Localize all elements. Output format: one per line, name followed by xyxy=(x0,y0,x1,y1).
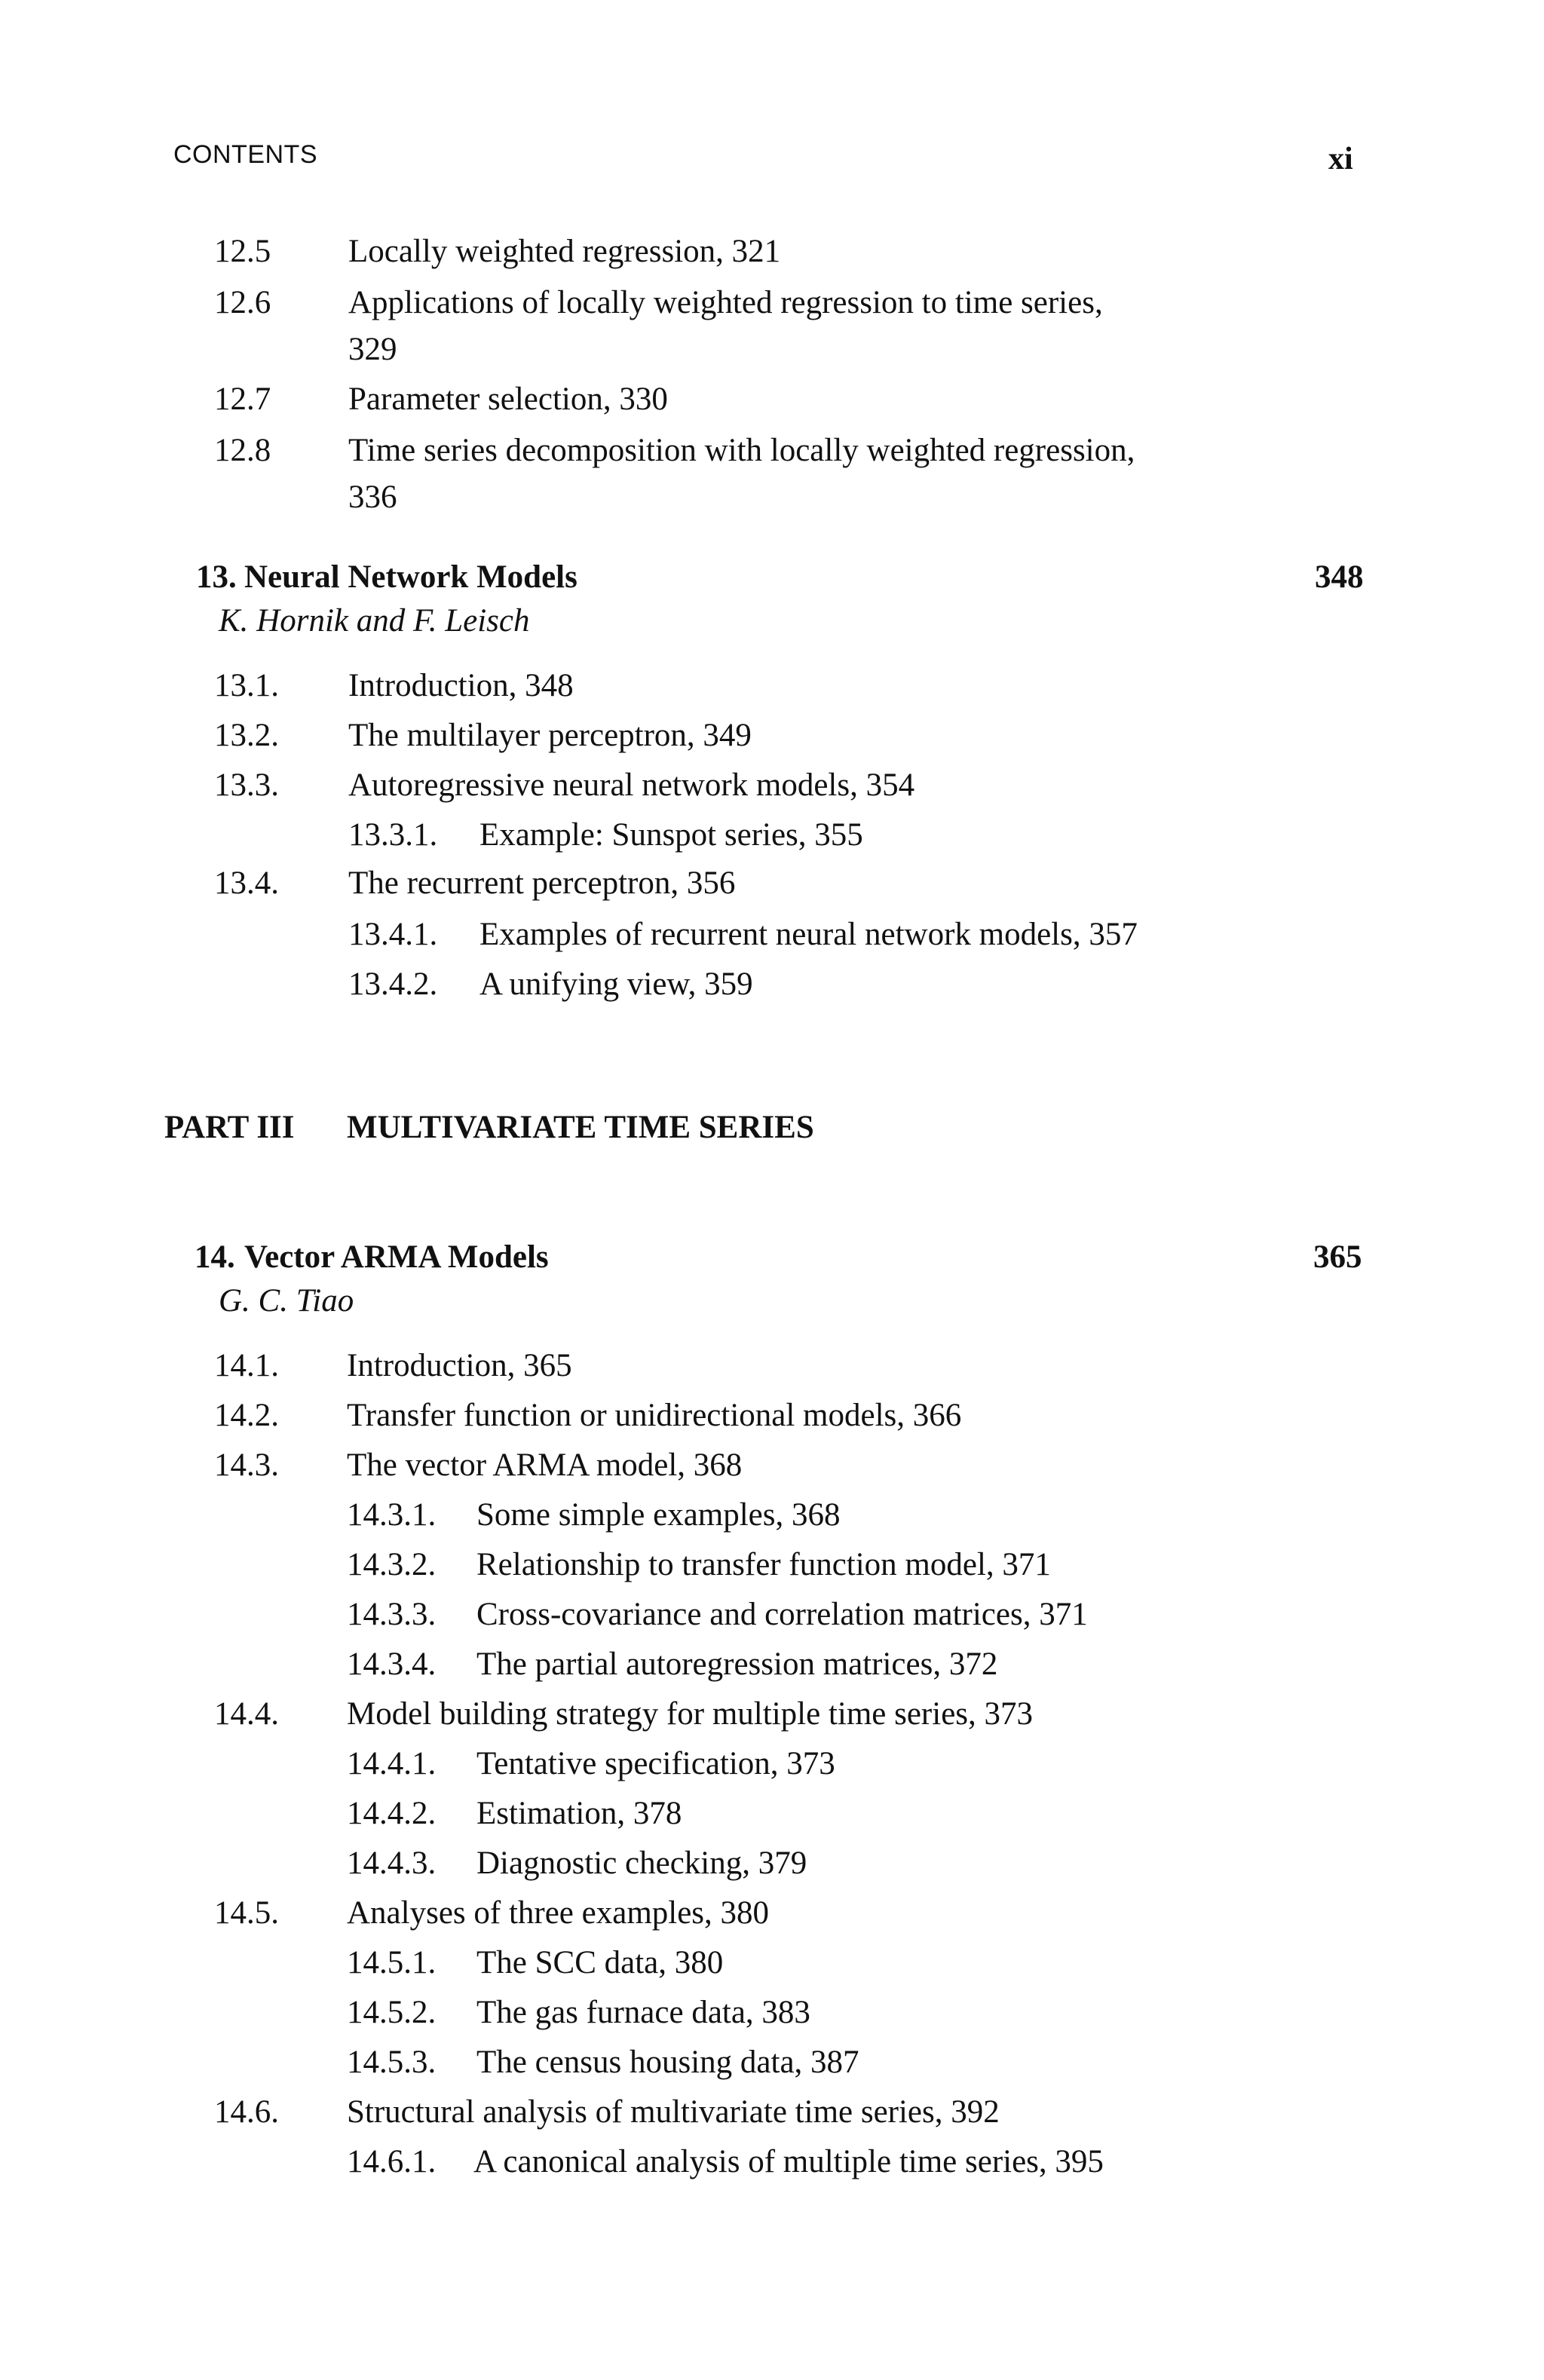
section-title: A canonical analysis of multiple time series, 395 xyxy=(473,2144,1104,2179)
section-title: The partial autoregression matrices, 372 xyxy=(476,1646,998,1682)
section-number: 12.6 xyxy=(214,285,271,320)
section-number: 13.3. xyxy=(214,767,279,803)
chapter-page: 348 xyxy=(1315,559,1364,595)
section-number: 14.6. xyxy=(214,2094,279,2130)
chapter-number: 13. xyxy=(196,559,237,595)
chapter-title: Neural Network Models xyxy=(244,559,577,595)
section-title: Introduction, 348 xyxy=(348,668,574,703)
section-title: Model building strategy for multiple time series, 373 xyxy=(347,1696,1034,1732)
section-number: 14.3.1. xyxy=(347,1497,437,1533)
page-number: xi xyxy=(1328,142,1353,176)
author-names: K. Hornik and F. Leisch xyxy=(219,603,530,639)
section-number: 14.4.3. xyxy=(347,1845,437,1881)
author-names: G. C. Tiao xyxy=(219,1283,354,1319)
section-title: Introduction, 365 xyxy=(347,1348,572,1383)
section-number: 14.3.4. xyxy=(347,1646,437,1682)
section-title: Example: Sunspot series, 355 xyxy=(479,817,863,853)
section-title: The SCC data, 380 xyxy=(476,1945,724,1980)
section-number: 14.6.1. xyxy=(347,2144,437,2179)
section-number: 13.4.1. xyxy=(348,917,438,952)
section-title-continued: 336 xyxy=(348,479,397,515)
chapter-number: 14. xyxy=(195,1239,235,1275)
section-number: 14.3.2. xyxy=(347,1547,437,1582)
part-label: PART III xyxy=(164,1110,295,1145)
section-title: The multilayer perceptron, 349 xyxy=(348,718,752,753)
section-number: 13.1. xyxy=(214,668,279,703)
section-title: Structural analysis of multivariate time series, 392 xyxy=(347,2094,1000,2130)
section-title: Relationship to transfer function model, 371 xyxy=(476,1547,1051,1582)
section-number: 14.3. xyxy=(214,1447,279,1483)
section-title-continued: 329 xyxy=(348,332,397,367)
section-title: The gas furnace data, 383 xyxy=(476,1995,810,2030)
section-number: 14.5. xyxy=(214,1895,279,1931)
part-title: MULTIVARIATE TIME SERIES xyxy=(347,1110,814,1145)
section-number: 13.2. xyxy=(214,718,279,753)
section-number: 12.8 xyxy=(214,433,271,468)
section-number: 12.5 xyxy=(214,234,271,269)
section-title: Examples of recurrent neural network models, 357 xyxy=(479,917,1138,952)
section-title: Applications of locally weighted regression to time series, xyxy=(348,285,1103,320)
section-title: Some simple examples, 368 xyxy=(476,1497,841,1533)
chapter-title: Vector ARMA Models xyxy=(244,1239,549,1275)
section-title: Estimation, 378 xyxy=(476,1796,682,1831)
section-title: Autoregressive neural network models, 354 xyxy=(348,767,915,803)
section-number: 14.3.3. xyxy=(347,1597,437,1632)
section-number: 14.1. xyxy=(214,1348,279,1383)
section-title: Time series decomposition with locally weighted regression, xyxy=(348,433,1135,468)
section-title: Locally weighted regression, 321 xyxy=(348,234,781,269)
section-number: 14.4. xyxy=(214,1696,279,1732)
section-number: 13.3.1. xyxy=(348,817,438,853)
section-number: 13.4.2. xyxy=(348,966,438,1002)
section-title: Diagnostic checking, 379 xyxy=(476,1845,807,1881)
section-number: 14.5.2. xyxy=(347,1995,437,2030)
section-number: 14.2. xyxy=(214,1398,279,1433)
running-head: CONTENTS xyxy=(173,140,317,169)
section-number: 14.4.2. xyxy=(347,1796,437,1831)
section-title: Parameter selection, 330 xyxy=(348,381,668,417)
section-number: 12.7 xyxy=(214,381,271,417)
section-title: A unifying view, 359 xyxy=(479,966,753,1002)
section-number: 14.4.1. xyxy=(347,1746,437,1781)
section-title: The vector ARMA model, 368 xyxy=(347,1447,743,1483)
section-number: 14.5.1. xyxy=(347,1945,437,1980)
section-number: 13.4. xyxy=(214,865,279,901)
section-title: The census housing data, 387 xyxy=(476,2045,859,2080)
section-title: Analyses of three examples, 380 xyxy=(347,1895,770,1931)
section-title: Cross-covariance and correlation matrices, 371 xyxy=(476,1597,1088,1632)
section-number: 14.5.3. xyxy=(347,2045,437,2080)
section-title: The recurrent perceptron, 356 xyxy=(348,865,736,901)
section-title: Transfer function or unidirectional models, 366 xyxy=(347,1398,962,1433)
chapter-page: 365 xyxy=(1313,1239,1362,1275)
section-title: Tentative specification, 373 xyxy=(476,1746,835,1781)
